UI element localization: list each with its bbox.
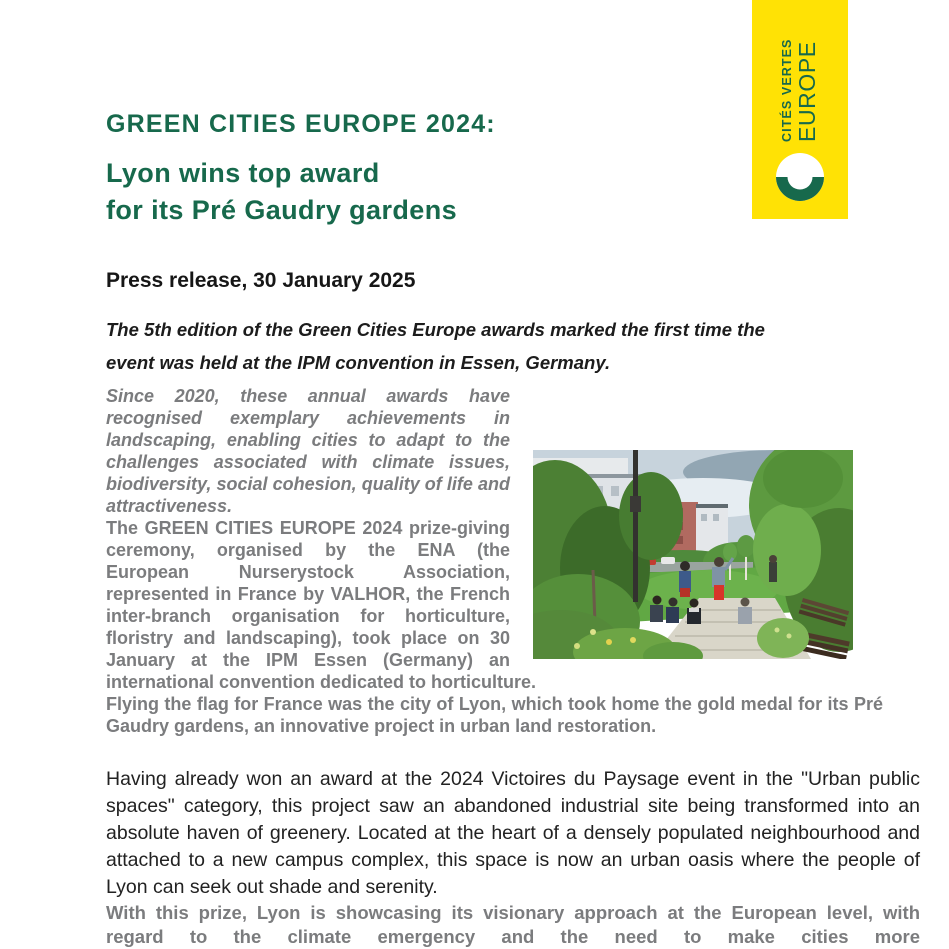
headline-line-2: Lyon wins top award [106, 158, 380, 188]
garden-photo-illustration [533, 450, 853, 659]
press-release-dateline: Press release, 30 January 2025 [106, 269, 416, 292]
headline-line-1: GREEN CITIES EUROPE 2024: [106, 110, 496, 138]
paragraph-with-this-prize: With this prize, Lyon is showcasing its visionary approach at the European level, with regard to the climate emergency and the need to make cities more [106, 902, 920, 947]
headline-line-3: for its Pré Gaudry gardens [106, 195, 457, 225]
paragraph-ceremony: The GREEN CITIES EUROPE 2024 prize-giving ceremony, organised by the ENA (the European Nurserystock Association, represented in France by VALHOR, the French inter-branch organisation for horticulture, floristry and landscaping), took place on 30 January at the IPM Essen (Germany) an international convention dedicated to horticulture. [106, 518, 537, 692]
paragraph-since-2020: Since 2020, these annual awards have recognised exemplary achievements in landscaping, enabling cities to adapt to the challenges associated with climate issues, biodiversity, social cohesion, quality of life and attractiveness. [106, 386, 510, 516]
intro-line-1: The 5th edition of the Green Cities Europe awards marked the first time the [106, 319, 765, 340]
document-content [106, 0, 920, 949]
intro-line-2: event was held at the IPM convention in Essen, Germany. [106, 352, 611, 373]
intro-paragraph [106, 313, 920, 379]
paragraph-having-already-won: Having already won an award at the 2024 Victoires du Paysage event in the "Urban public spaces" category, this project saw an abandoned industrial site being transformed into an absolute haven of greenery. Located at the heart of a densely populated neighbourhood and attached to a new campus complex, this space is now an urban oasis where the people of Lyon can seek out shade and serenity. [106, 768, 920, 898]
logo-line-europe: EUROPE [793, 41, 820, 142]
garden-photo [533, 407, 853, 659]
summary-block [106, 385, 883, 737]
garden-photo-image [533, 450, 853, 659]
paragraph-flying-the-flag: Flying the flag for France was the city of Lyon, which took home the gold medal for its Pré Gaudry gardens, an innovative project in urban land restoration. [106, 694, 883, 736]
logo-line-cites-vertes: CITÉS VERTES [780, 38, 794, 142]
